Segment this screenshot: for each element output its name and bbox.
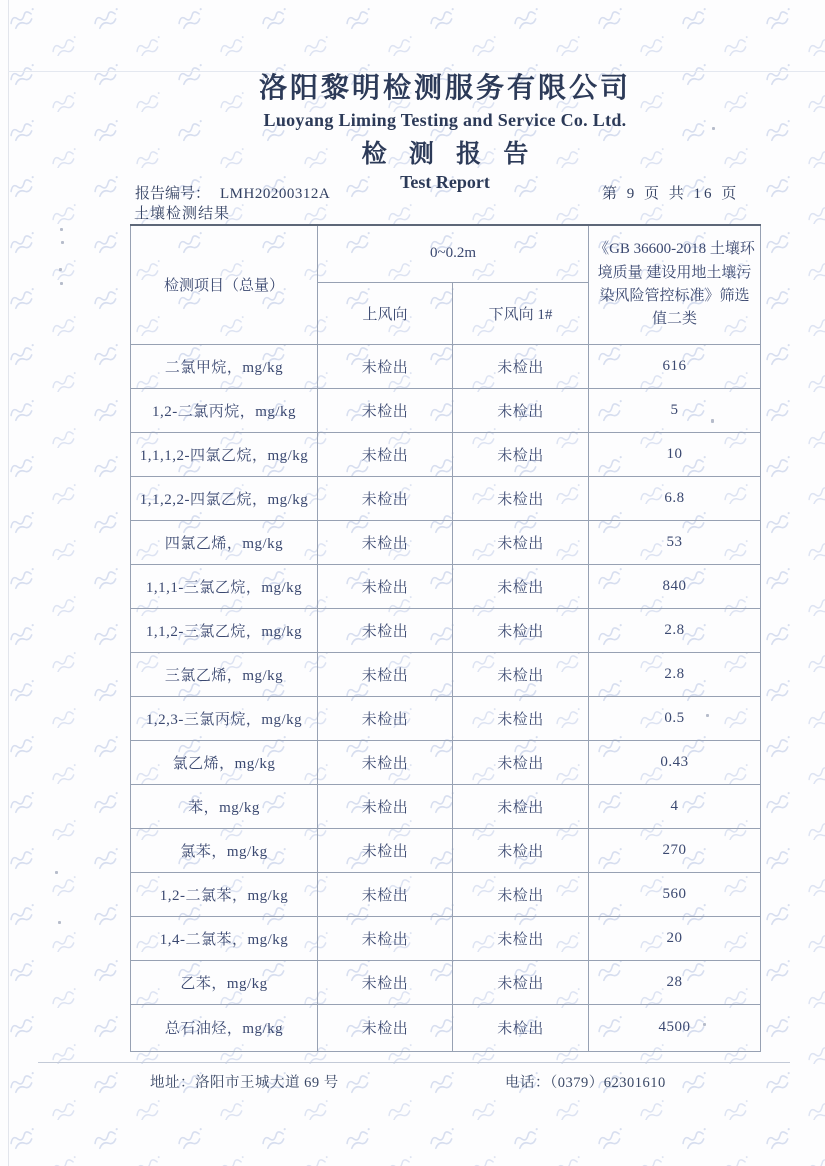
- scan-speck: [61, 241, 64, 244]
- analyte-name: 1,4-二氯苯，mg/kg: [131, 916, 318, 960]
- table-row: [131, 564, 761, 608]
- screening-limit: 6.8: [589, 476, 761, 520]
- screening-limit: 0.5: [589, 696, 761, 740]
- upwind-result: 未检出: [318, 696, 453, 740]
- analyte-name: 氯苯，mg/kg: [131, 828, 318, 872]
- analyte-name: 苯，mg/kg: [131, 784, 318, 828]
- table-row: [131, 1004, 761, 1051]
- upwind-result: 未检出: [318, 520, 453, 564]
- footer-phone: 电话：（0379）62301610: [505, 1075, 666, 1091]
- footer-divider: [38, 1062, 790, 1063]
- table-header-row-1: [131, 225, 761, 282]
- analyte-name: 1,2-二氯丙烷，mg/kg: [131, 388, 318, 432]
- page-indicator: 第 9 页 共 16 页: [602, 186, 740, 202]
- screening-limit: 5: [589, 388, 761, 432]
- letterhead: [130, 72, 760, 193]
- screening-limit: 4: [589, 784, 761, 828]
- analyte-name: 总石油烃，mg/kg: [131, 1004, 318, 1051]
- analyte-name: 1,1,2-三氯乙烷，mg/kg: [131, 608, 318, 652]
- analyte-name: 1,1,2,2-四氯乙烷，mg/kg: [131, 476, 318, 520]
- screening-limit: 270: [589, 828, 761, 872]
- scan-edge-vertical: [8, 0, 9, 1166]
- header-depth-span: 0~0.2m: [318, 225, 589, 282]
- header-standard-column: 《GB 36600-2018 土壤环境质量 建设用地土壤污染风险管控标准》筛选值二类: [589, 225, 761, 344]
- company-name-cn: 洛阳黎明检测服务有限公司: [258, 73, 631, 104]
- scan-speck: [60, 282, 63, 285]
- report-number-value: LMH20200312A: [220, 186, 331, 202]
- table-row: [131, 960, 761, 1004]
- downwind-result: 未检出: [453, 916, 589, 960]
- downwind-result: 未检出: [453, 608, 589, 652]
- screening-limit: 10: [589, 432, 761, 476]
- table-row: [131, 432, 761, 476]
- company-name-en: Luoyang Liming Testing and Service Co. Ltd.: [263, 109, 627, 130]
- screening-limit: 2.8: [589, 608, 761, 652]
- screening-limit: 0.43: [589, 740, 761, 784]
- report-number: [135, 182, 330, 203]
- downwind-result: 未检出: [453, 784, 589, 828]
- report-title-cn: 检 测 报 告: [361, 140, 537, 168]
- upwind-result: 未检出: [318, 1004, 453, 1051]
- header-upwind-column: 上风向: [318, 282, 453, 344]
- scan-speck: [58, 921, 61, 924]
- downwind-result: 未检出: [453, 388, 589, 432]
- report-title-en: Test Report: [400, 171, 490, 192]
- downwind-result: 未检出: [453, 872, 589, 916]
- report-number-label: 报告编号：: [135, 186, 211, 202]
- upwind-result: 未检出: [318, 740, 453, 784]
- table-row: [131, 608, 761, 652]
- table-row: [131, 916, 761, 960]
- results-table: [130, 224, 761, 1052]
- table-row: [131, 740, 761, 784]
- screening-limit: 28: [589, 960, 761, 1004]
- upwind-result: 未检出: [318, 432, 453, 476]
- upwind-result: 未检出: [318, 564, 453, 608]
- downwind-result: 未检出: [453, 696, 589, 740]
- downwind-result: 未检出: [453, 740, 589, 784]
- downwind-result: 未检出: [453, 432, 589, 476]
- upwind-result: 未检出: [318, 784, 453, 828]
- analyte-name: 1,1,1,2-四氯乙烷，mg/kg: [131, 432, 318, 476]
- upwind-result: 未检出: [318, 960, 453, 1004]
- section-title: 土壤检测结果: [134, 206, 231, 222]
- downwind-result: 未检出: [453, 520, 589, 564]
- footer-address: 地址：洛阳市王城大道 69 号: [150, 1075, 339, 1091]
- table-row: [131, 828, 761, 872]
- downwind-result: 未检出: [453, 476, 589, 520]
- analyte-name: 1,1,1-三氯乙烷，mg/kg: [131, 564, 318, 608]
- table-row: [131, 696, 761, 740]
- analyte-name: 1,2-二氯苯，mg/kg: [131, 872, 318, 916]
- table-row: [131, 520, 761, 564]
- downwind-result: 未检出: [453, 828, 589, 872]
- screening-limit: 4500: [589, 1004, 761, 1051]
- table-row: [131, 388, 761, 432]
- table-row: [131, 784, 761, 828]
- upwind-result: 未检出: [318, 872, 453, 916]
- table-row: [131, 344, 761, 388]
- scan-speck: [59, 268, 62, 271]
- analyte-name: 乙苯，mg/kg: [131, 960, 318, 1004]
- screening-limit: 20: [589, 916, 761, 960]
- screening-limit: 560: [589, 872, 761, 916]
- analyte-name: 四氯乙烯，mg/kg: [131, 520, 318, 564]
- upwind-result: 未检出: [318, 652, 453, 696]
- upwind-result: 未检出: [318, 388, 453, 432]
- scan-speck: [55, 871, 58, 874]
- downwind-result: 未检出: [453, 960, 589, 1004]
- upwind-result: 未检出: [318, 916, 453, 960]
- screening-limit: 840: [589, 564, 761, 608]
- scan-speck: [60, 228, 63, 231]
- upwind-result: 未检出: [318, 476, 453, 520]
- table-row: [131, 872, 761, 916]
- upwind-result: 未检出: [318, 828, 453, 872]
- header-downwind-column: 下风向 1#: [453, 282, 589, 344]
- screening-limit: 616: [589, 344, 761, 388]
- downwind-result: 未检出: [453, 344, 589, 388]
- upwind-result: 未检出: [318, 344, 453, 388]
- downwind-result: 未检出: [453, 564, 589, 608]
- header-item-column: 检测项目（总量）: [131, 225, 318, 344]
- analyte-name: 1,2,3-三氯丙烷，mg/kg: [131, 696, 318, 740]
- analyte-name: 三氯乙烯，mg/kg: [131, 652, 318, 696]
- downwind-result: 未检出: [453, 1004, 589, 1051]
- analyte-name: 二氯甲烷，mg/kg: [131, 344, 318, 388]
- analyte-name: 氯乙烯，mg/kg: [131, 740, 318, 784]
- table-row: [131, 476, 761, 520]
- upwind-result: 未检出: [318, 608, 453, 652]
- table-row: [131, 652, 761, 696]
- screening-limit: 53: [589, 520, 761, 564]
- screening-limit: 2.8: [589, 652, 761, 696]
- downwind-result: 未检出: [453, 652, 589, 696]
